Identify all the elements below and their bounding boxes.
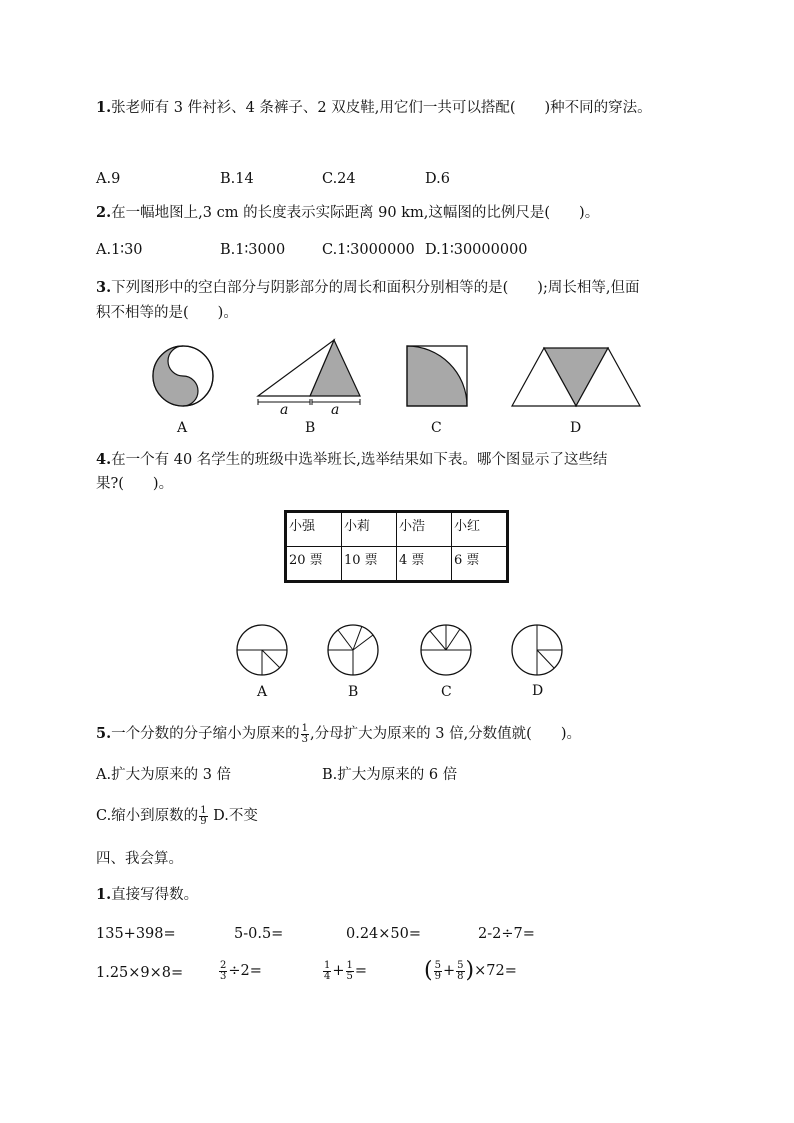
question-5 — [96, 722, 581, 746]
table-cell: 10 票 — [342, 547, 397, 582]
pie-b — [328, 625, 378, 675]
question-4-line-1 — [96, 450, 607, 470]
table-cell: 4 票 — [397, 547, 452, 582]
question-1 — [96, 98, 652, 118]
figure-d-trapezoid — [512, 348, 640, 406]
q1-option-b: B.14 — [220, 171, 254, 187]
fraction-numerator: 1 — [324, 959, 331, 971]
right-paren: ) — [465, 958, 475, 983]
table-row — [286, 547, 508, 582]
calc-2: 5-0.5= — [234, 926, 284, 942]
fraction-numerator: 1 — [346, 959, 353, 971]
fraction-numerator: 1 — [200, 804, 207, 816]
fraction-numerator: 5 — [434, 959, 441, 971]
figure-a-yin-yang — [153, 346, 213, 406]
fraction — [219, 961, 227, 982]
section-4-title: 四、我会算。 — [96, 851, 183, 867]
q2-option-d: D.1∶30000000 — [425, 242, 528, 258]
left-paren: ( — [424, 958, 433, 983]
figure-b-triangle — [258, 340, 360, 405]
question-text: 在一幅地图上,3 cm 的长度表示实际距离 90 km,这幅图的比例尺是( )。 — [111, 205, 600, 221]
q5-option-d: D.不变 — [213, 808, 258, 824]
operator: + — [442, 963, 456, 979]
table-row — [286, 512, 508, 547]
question-text: 张老师有 3 件衬衫、4 条裤子、2 双皮鞋,用它们一共可以搭配( )种不同的穿法。 — [111, 100, 652, 116]
question-4-line-2: 果?( )。 — [96, 476, 174, 492]
question-text: 直接写得数。 — [111, 887, 199, 903]
fraction-denominator: 8 — [457, 970, 464, 982]
calc-4: 2-2÷7= — [478, 926, 535, 942]
calc-7 — [322, 958, 367, 984]
pie-a — [237, 625, 287, 675]
table-cell: 小红 — [452, 512, 508, 547]
table-cell: 小浩 — [397, 512, 452, 547]
fraction — [434, 961, 442, 982]
fraction-denominator: 5 — [346, 970, 353, 982]
q2-option-a: A.1∶30 — [96, 242, 143, 258]
calc-6 — [218, 958, 262, 984]
q1-option-d: D.6 — [425, 171, 450, 187]
question-number: 1. — [96, 99, 112, 116]
figure-label-a: A — [177, 420, 188, 436]
pie-label-b: B — [348, 684, 359, 700]
calc-rest: ×72= — [474, 963, 517, 979]
q5-option-c: C.缩小到原数的 — [96, 808, 199, 824]
fraction — [323, 961, 331, 982]
pie-label-d: D — [532, 683, 544, 699]
question-number: 2. — [96, 204, 112, 221]
question-text: 一个分数的分子缩小为原来的 — [111, 726, 300, 742]
fraction — [346, 961, 354, 982]
question-text: 在一个有 40 名学生的班级中选举班长,选举结果如下表。哪个图显示了这些结 — [111, 452, 608, 468]
question-text-cont: ,分母扩大为原来的 3 倍,分数值就( )。 — [310, 726, 581, 742]
pie-label-c: C — [441, 684, 452, 700]
figure-label-c: C — [431, 420, 442, 436]
fraction-one-ninth — [199, 806, 207, 827]
calc-1: 135+398= — [96, 926, 176, 942]
fraction-denominator: 4 — [324, 970, 331, 982]
question-number: 5. — [96, 725, 112, 742]
q5-option-c-d — [96, 804, 258, 828]
fraction-one-third — [301, 724, 309, 745]
q4-pie-options — [0, 620, 794, 710]
q2-option-c: C.1∶3000000 — [322, 242, 415, 258]
pie-label-a: A — [257, 684, 268, 700]
fraction — [456, 961, 464, 982]
table-cell: 小强 — [286, 512, 342, 547]
question-number: 3. — [96, 279, 112, 296]
operator: + — [332, 963, 345, 979]
pie-c — [421, 625, 471, 675]
q1-option-a: A.9 — [96, 171, 121, 187]
calc-rest: ÷2= — [228, 963, 262, 979]
segment-label-a-left: a — [280, 402, 289, 418]
figure-c-square — [407, 346, 467, 406]
calc-rest: = — [354, 963, 368, 979]
section-4-question-1 — [96, 885, 198, 905]
fraction-denominator: 9 — [200, 815, 207, 827]
table-cell: 20 票 — [286, 547, 342, 582]
segment-label-a-right: a — [331, 402, 340, 418]
figure-label-d: D — [570, 420, 582, 436]
fraction-denominator: 3 — [220, 970, 227, 982]
question-number: 4. — [96, 451, 112, 468]
table-cell: 6 票 — [452, 547, 508, 582]
question-number: 1. — [96, 886, 112, 903]
calc-8 — [424, 958, 517, 984]
fraction-numerator: 5 — [457, 959, 464, 971]
vote-table — [284, 510, 509, 583]
calc-3: 0.24×50= — [346, 926, 422, 942]
question-3-line-1 — [96, 278, 639, 298]
question-3-line-2: 积不相等的是( )。 — [96, 305, 238, 321]
fraction-numerator: 1 — [301, 722, 309, 734]
calc-5: 1.25×9×8= — [96, 965, 184, 981]
table-cell: 小莉 — [342, 512, 397, 547]
question-2 — [96, 203, 599, 223]
pie-d — [512, 625, 562, 675]
question-text: 下列图形中的空白部分与阴影部分的周长和面积分别相等的是( );周长相等,但面 — [111, 280, 640, 296]
q2-option-b: B.1∶3000 — [220, 242, 286, 258]
fraction-denominator: 3 — [301, 733, 309, 745]
q1-option-c: C.24 — [322, 171, 356, 187]
q5-option-b: B.扩大为原来的 6 倍 — [322, 767, 458, 783]
q5-option-a: A.扩大为原来的 3 倍 — [96, 767, 232, 783]
fraction-denominator: 9 — [434, 970, 441, 982]
q3-figures — [0, 330, 794, 450]
fraction-numerator: 2 — [220, 959, 227, 971]
figure-label-b: B — [305, 420, 316, 436]
